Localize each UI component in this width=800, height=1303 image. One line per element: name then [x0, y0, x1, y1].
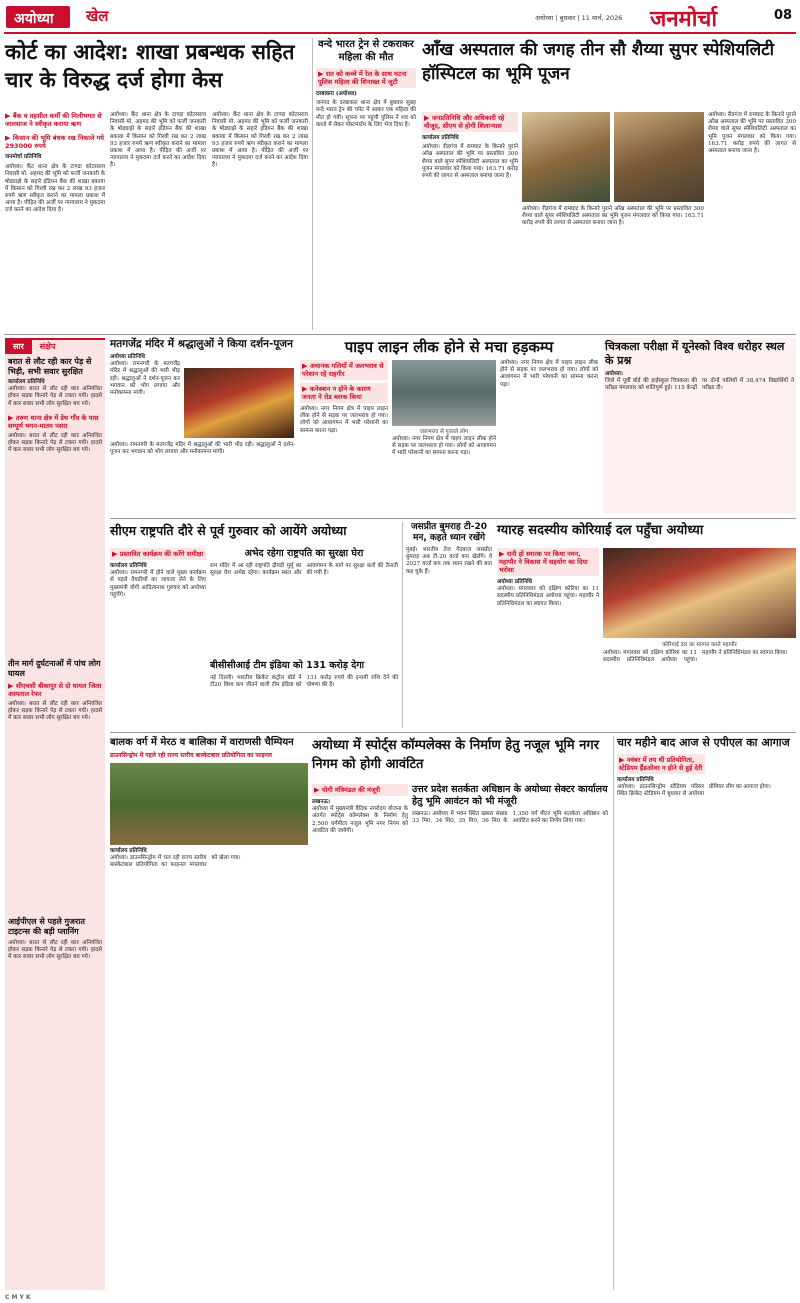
caption-basketball: कार्यालय प्रतिनिधि — [110, 848, 147, 854]
kicker-eye-hospital: ▶ जनप्रतिनिधि और अधिकारी रहे मौजूद, सीएम से होगी शिलान्यास — [422, 112, 518, 132]
body-temple: अयोध्या। रामनगरी के मतगजेंद्र मंदिर में श्रद्धालुओं की भारी भीड़ रही। श्रद्धालुओं ने दर्शन-पूजन कर भगवान को भोग लगाया और मनोकामना मांगी। — [110, 361, 180, 397]
story-cm-visit — [110, 522, 398, 544]
story-pipeline — [300, 338, 598, 514]
divider-row3 — [110, 732, 796, 733]
body-vande-bharat: जनपद के दरबाकरा थाना क्षेत्र में बुधवार सुबह वन्दे भारत ट्रेन की चपेट में आकर एक महिला की मौत हो गयी। सूचना पर पहुंची पुलिस ने शव को कब्जे में लेकर पोस्टमार्टम के लिए भेज दिया है। — [316, 100, 416, 128]
brief-ipl-body: अयोध्या। बरात से लौट रही कार अनियंत्रित होकर सड़क किनारे पेड़ से टकरा गयी। हादसे में कार सवार सभी लोग सुरक्षित बच गये। — [8, 939, 102, 961]
side-tab-saar: सार — [5, 340, 32, 354]
body-pipeline-left: अयोध्या। नगर निगम क्षेत्र में पाइप लाइन लीक होने से सड़क पर जलभराव हो गया। लोगों को आवागमन में भारी परेशानी का सामना करना पड़ा। — [300, 406, 388, 434]
byline-apl: कार्यालय प्रतिनिधि — [617, 777, 654, 783]
brief-ipl-gujarat: आईपीएल से पहले गुजरात टाइटन्स की बड़ी प्लानिंग — [8, 916, 85, 936]
section-name: खेल — [86, 7, 109, 25]
headline-temple: मतगजेंद्र मंदिर में श्रद्धालुओं ने किया दर्शन-पूजन — [110, 338, 293, 350]
story-court-order — [5, 38, 305, 108]
section-tab-label: अयोध्या — [14, 11, 54, 27]
story-apl — [613, 736, 796, 1290]
body-vigilance: लखनऊ। अयोध्या में भवन स्थित खसरा संख्या 33 मि0, 34 मि0, 35 मि0, 36 मि0 के 1,350 वर्ग मीटर भूमि सतर्कता अधिष्ठान को आवंटित करने का निर्णय लिया गया। — [412, 811, 608, 825]
dateline: अयोध्या | बुधवार | 11 मार्च, 2026 — [535, 14, 623, 22]
byline-korean: अयोध्या प्रतिनिधि — [497, 579, 532, 585]
triangle-icon: ▶ — [499, 550, 507, 558]
headline-sports-complex: अयोध्या में स्पोर्ट्स कॉम्पलेक्स के निर्माण हेतु नजूल भूमि नगर निगम को होगी आवंटित — [312, 738, 600, 772]
headline-court-order: कोर्ट का आदेश: शाखा प्रबन्धक सहित चार के विरुद्ध दर्ज होगा केस — [5, 40, 295, 92]
divider-row2 — [110, 518, 796, 519]
color-marks-label: C M Y K — [5, 1294, 31, 1301]
kicker-korean: ▶ रानी हो स्मारक पर किया नमन, महापौर ने विकास में सहयोग का दिया भरोसा — [497, 548, 599, 576]
body-korean-lower: अयोध्या। मंगलवार को दक्षिण कोरिया का 11 सदस्यीय प्रतिनिधिमंडल अयोध्या पहुंचा। महापौर ने प्रतिनिधिमंडल का स्वागत किया। — [603, 650, 788, 664]
headline-basketball: बालक वर्ग में मेरठ व बालिका में वाराणसी चैम्पियन — [110, 737, 294, 748]
body-korean: अयोध्या। मंगलवार को दक्षिण कोरिया का 11 सदस्यीय प्रतिनिधिमंडल अयोध्या पहुंचा। महापौर ने प्रतिनिधिमंडल का स्वागत किया। — [497, 586, 599, 607]
body-temple-lower: अयोध्या। रामनगरी के मतगजेंद्र मंदिर में श्रद्धालुओं की भारी भीड़ रही। श्रद्धालुओं ने दर्शन-पूजन कर भगवान को भोग लगाया और मनोकामना मांगी। — [110, 442, 295, 456]
body-president-security: राम मंदिर में आ रही राष्ट्रपति द्रौपदी मुर्मू का सुरक्षा घेरा अभेद्य रहेगा। कार्यक्रम स्थल और आवागमन के मार्ग पर सुरक्षा बलों की तैनाती की गयी है। — [210, 563, 398, 577]
section-tab — [6, 6, 70, 28]
body-cm-visit: अयोध्या। रामनगरी में होने वाले मुख्य कार्यक्रम से पहले तैयारियों का जायजा लेने के लिए मुख्यमंत्री योगी आदित्यनाथ गुरुवार को अयोध्या पहुंचेंगे। — [110, 570, 206, 598]
triangle-icon: ▶ — [302, 362, 310, 370]
story-vande-bharat — [312, 38, 416, 330]
body-painting-exam: जिले में पूर्वी बोर्ड की हाईस्कूल चित्रकला की परीक्षा मंगलवार को शांतिपूर्ण हुई। 115 केन्द्रों पर दोनों पालियों में 38,474 विद्यार्थियों ने परीक्षा दी। — [605, 378, 794, 392]
subhead-basketball: डाउनसिन्ड्रोम में पहले रही राज्य स्तरीय बास्केटबाल प्रतियोगिता का फाइनल — [110, 752, 272, 759]
photo-basketball — [110, 763, 308, 845]
story-painting-exam — [603, 338, 796, 514]
byline-court: जनमोर्चा प्रतिनिधि — [5, 154, 42, 160]
triangle-icon: ▶ — [302, 385, 310, 393]
body-eye-hospital: अयोध्या। रीडगंज में रामघाट के किनारे पुराने आँख अस्पताल की भूमि पर प्रस्तावित 300 शैय्या वाले सुपर स्पेशियलिटी अस्पताल का भूमि पूजन मंगलवार को किया गया। 163.71 करोड़ रुपये की लागत से अस्पताल बनाया जाना है। — [422, 144, 518, 180]
body-basketball: अयोध्या। डाउनसिन्ड्रोम में चल रही राज्य स्तरीय बास्केटबाल प्रतियोगिता का फाइनल मंगलवार को खेला गया। — [110, 855, 241, 869]
brief-wedding-byline: कार्यालय प्रतिनिधि — [8, 379, 45, 385]
brief-accidents: तीन मार्ग दुर्घटनाओं में पांच लोग घायल — [8, 658, 101, 678]
brief-wedding-body: अयोध्या। बरात से लौट रही कार अनियंत्रित होकर सड़क किनारे पेड़ से टकरा गयी। हादसे में कार सवार सभी लोग सुरक्षित बच गये। — [8, 386, 102, 407]
byline-cm-visit: कार्यालय प्रतिनिधि — [110, 563, 147, 569]
triangle-icon: ▶ — [318, 70, 326, 78]
court-kickers — [5, 112, 105, 330]
kicker-bank-fraud: ▶ बैंक व तहसील कर्मी की मिलीभगत से जालसाज ने स्वीकृत कराया ऋण — [5, 112, 102, 128]
korean-left — [497, 548, 599, 728]
kicker-farmer-loan: ▶ किसान की भूमि बंधक रख निकाले गये 293000 रुपये — [5, 134, 105, 150]
story-bumrah — [402, 522, 492, 728]
triangle-icon: ▶ — [314, 786, 322, 794]
headline-eye-hospital: आँख अस्पताल की जगह तीन सौ शैय्या सुपर स्पेशियलिटी हॉस्पिटल का भूमि पूजन — [422, 40, 775, 84]
body-bumrah: मुंबई। भारतीय तेज गेंदबाज जसप्रीत बुमराह अब टी-20 वर्ल्ड कप खेलेंगे। वे 2027 वर्ल्ड कप तक ध्यान रखने की बात कह चुके हैं। — [406, 547, 492, 575]
side-tab-bar — [5, 340, 105, 354]
byline-sports-complex: लखनऊ। — [312, 799, 330, 805]
sports-complex-left — [312, 784, 408, 1290]
photo-waterlogging — [392, 360, 496, 426]
triangle-icon: ▶ — [112, 550, 120, 558]
triangle-icon: ▶ — [619, 756, 627, 764]
brief-taruna-body: अयोध्या। बरात से लौट रही कार अनियंत्रित होकर सड़क किनारे पेड़ से टकरा गयी। हादसे में कार सवार सभी लोग सुरक्षित बच गये। — [8, 432, 102, 454]
photo-bhoomi-pujan-2 — [614, 112, 704, 202]
photo-temple — [184, 368, 294, 438]
kicker-cm-review: ▶ प्रस्तावित कार्यक्रम की करेंगे समीक्षा — [110, 548, 206, 560]
headline-painting-exam: चित्रकला परीक्षा में यूनेस्को विश्व धरोहर स्थल के प्रश्न — [605, 340, 785, 367]
headline-korean: ग्यारह सदस्यीय कोरियाई दल पहुँचा अयोध्या — [497, 523, 704, 538]
body-eye-hospital-col2: अयोध्या। रीडगंज में रामघाट के किनारे पुराने आँख अस्पताल की भूमि पर प्रस्तावित 300 शैय्या वाले सुपर स्पेशियलिटी अस्पताल का भूमि पूजन मंगलवार को किया गया। 163.71 करोड़ रुपये की लागत से अस्पताल बनाया जाना है। — [522, 206, 704, 227]
divider-row1 — [4, 334, 796, 335]
photo-korean — [603, 548, 796, 638]
story-temple — [110, 338, 295, 514]
triangle-icon: ▶ — [5, 134, 13, 142]
caption-waterlogging: जलभराव से गुजरते लोग — [419, 429, 469, 435]
kicker-cabinet: ▶ योगी मंत्रिमंडल की मंजूरी — [312, 784, 408, 796]
photo-bhoomi-pujan-1 — [522, 112, 610, 202]
body-apl: अयोध्या। डाउनसिन्ड्रोम स्टेडियम परिसर स्थित क्रिकेट स्टेडियम में बुधवार से अयोध्या प्रीमियर लीग का आगाज होगा। — [617, 784, 771, 798]
paper-name: जनमोर्चा — [650, 7, 718, 32]
cm-visit-col — [110, 548, 206, 728]
side-briefs — [5, 338, 105, 1290]
pipeline-kickers — [300, 360, 388, 435]
kicker-apl: ▶ नवंबर में तय थी प्रतियोगिता, स्टेडियम हैंडओवर न होने से हुई देरी — [617, 754, 705, 774]
body-bcci: नई दिल्ली। भारतीय क्रिकेट कंट्रोल बोर्ड ने टी20 विश्व कप जीतने वाली टीम इंडिया को 131 करोड़ रुपये की इनामी राशि देने की घोषणा की है। — [210, 675, 398, 689]
body-court-left: अयोध्या। कैंट थाना क्षेत्र के टाण्डा कोटसराय निवासी मो. अहमद की भूमि को फर्जी जनकारी के षोड्याझे के सहारे इंडियन बैंक की शाखा बकाया में किसान को गिरवी रख कर 2 लाख 93 हजार रुपये ऋण स्वीकृत कराने का मामला प्रकाश में आया है। पीड़ित की अर्जी पर न्यायालय ने मुकदमा दर्ज करने का आदेश दिया है। — [5, 164, 105, 214]
triangle-icon: ▶ — [8, 681, 16, 690]
headline-vigilance: उत्तर प्रदेश सतर्कता अधिष्ठान के अयोध्या सेक्टर कार्यालय हेतु भूमि आवंटन को भी मंजूरी — [412, 784, 608, 807]
masthead-rule — [4, 32, 796, 34]
body-court-col2: अयोध्या। कैंट थाना क्षेत्र के टाण्डा कोटसराय निवासी मो. अहमद की भूमि को फर्जी जनकारी के षोड्याझे के सहारे इंडियन बैंक की शाखा बकाया में किसान को गिरवी रख कर 2 लाख 93 हजार रुपये ऋण स्वीकृत कराने का मामला प्रकाश में आया है। पीड़ित की अर्जी पर न्यायालय ने मुकदमा दर्ज करने का आदेश दिया है। — [110, 112, 206, 169]
side-tab-sankshep: संक्षेप — [39, 342, 56, 351]
story-bcci — [210, 660, 398, 728]
triangle-icon: ▶ — [424, 114, 432, 122]
headline-apl: चार महीने बाद आज से एपीएल का आगाज — [617, 736, 790, 749]
brief-accidents-body: अयोध्या। बरात से लौट रही कार अनियंत्रित होकर सड़क किनारे पेड़ से टकरा गयी। हादसे में कार सवार सभी लोग सुरक्षित बच गये। — [8, 700, 102, 722]
brief-accidents-kicker: ▶ सीएचसी बीकापुर से दो घायल जिला अस्पताल रेफर — [8, 681, 102, 698]
brief-taruna: ▶ तरुण थाना क्षेत्र में डेथ गाँव के पास सम्पूर्ण भगन-मातम पसरा — [8, 413, 99, 430]
body-court-col3: अयोध्या। कैंट थाना क्षेत्र के टाण्डा कोटसराय निवासी मो. अहमद की भूमि को फर्जी जनकारी के षोड्याझे के सहारे इंडियन बैंक की शाखा बकाया में किसान को गिरवी रख कर 2 लाख 93 हजार रुपये ऋण स्वीकृत कराने का मामला प्रकाश में आया है। पीड़ित की अर्जी पर न्यायालय ने मुकदमा दर्ज करने का आदेश दिया है। — [212, 112, 308, 169]
story-basketball — [110, 736, 308, 1290]
headline-vande-bharat: वन्दे भारत ट्रेन से टकराकर महिला की मौत — [318, 39, 414, 63]
byline-temple: अयोध्या प्रतिनिधि — [110, 354, 145, 360]
story-sports-complex — [312, 736, 608, 780]
headline-cm-visit: सीएम राष्ट्रपति दौरे से पूर्व गुरुवार को आयेंगे अयोध्या — [110, 523, 347, 538]
body-sports-complex: अयोध्या में मुख्यमंत्री वैदिक नगरोदय योजना के अंतर्गत स्पोर्ट्स कॉम्प्लेक्स के निर्माण हेतु 2,500 वर्गमीटर नजूल भूमि नगर निगम को आवंटित की जायेगी। — [312, 806, 408, 834]
headline-pipeline: पाइप लाइन लीक होने से मचा हड़कम्प — [344, 338, 554, 356]
brief-wedding-car: बरात से लौट रही कार पेड़ से भिड़ी, सभी सवार सुरक्षित — [8, 357, 92, 376]
print-color-marks — [5, 1284, 65, 1301]
eye-hospital-left — [422, 112, 518, 330]
byline-vande-bharat: दरबाकरा (अयोध्या) — [316, 91, 357, 97]
byline-painting-exam: अयोध्या। — [605, 371, 623, 377]
kicker-vande-bharat: ▶ रात को कच्चे में रेल के साथ घटना पुलिस महिला की शिनाख्त में जुटी — [316, 68, 416, 88]
kicker-waterlogging: ▶ अचानक गलियों में जलभराव से परेशान रहे राहगीर — [300, 360, 388, 380]
byline-eye-hospital: कार्यालय प्रतिनिधि — [422, 135, 459, 141]
caption-korean: कोरियाई दल का स्वागत करते महापौर — [662, 642, 737, 648]
story-eye-hospital — [422, 38, 796, 108]
triangle-icon: ▶ — [5, 112, 13, 120]
body-pipeline-col3: अयोध्या। नगर निगम क्षेत्र में पाइप लाइन लीक होने से सड़क पर जलभराव हो गया। लोगों को आवागमन में भारी परेशानी का सामना करना पड़ा। — [500, 360, 598, 388]
headline-president-security: अभेद रहेगा राष्ट्रपति का सुरक्षा घेरा — [244, 548, 364, 559]
masthead — [0, 0, 800, 34]
story-vigilance — [412, 784, 608, 1290]
story-korean — [497, 522, 796, 544]
body-eye-hospital-col3: अयोध्या। रीडगंज में रामघाट के किनारे पुराने आँख अस्पताल की भूमि पर प्रस्तावित 300 शैय्या वाले सुपर स्पेशियलिटी अस्पताल का भूमि पूजन मंगलवार को किया गया। 163.71 करोड़ रुपये की लागत से अस्पताल बनाया जाना है। — [708, 112, 796, 155]
kicker-road-block: ▶ कनेक्शन न होने के कारण जनता ने रोड ब्लाक किया — [300, 383, 388, 403]
body-pipeline-col2: अयोध्या। नगर निगम क्षेत्र में पाइप लाइन लीक होने से सड़क पर जलभराव हो गया। लोगों को आवागमन में भारी परेशानी का सामना करना पड़ा। — [392, 436, 496, 457]
page-number: 08 — [774, 8, 793, 23]
triangle-icon: ▶ — [8, 413, 16, 422]
headline-bumrah: जसप्रीत बुमराह टी-20 मन, कहते ध्यान रखेंगे — [410, 522, 488, 543]
headline-bcci: बीसीसीआई टीम इंडिया को 131 करोड़ देगा — [210, 660, 365, 671]
story-president-security — [210, 548, 398, 656]
